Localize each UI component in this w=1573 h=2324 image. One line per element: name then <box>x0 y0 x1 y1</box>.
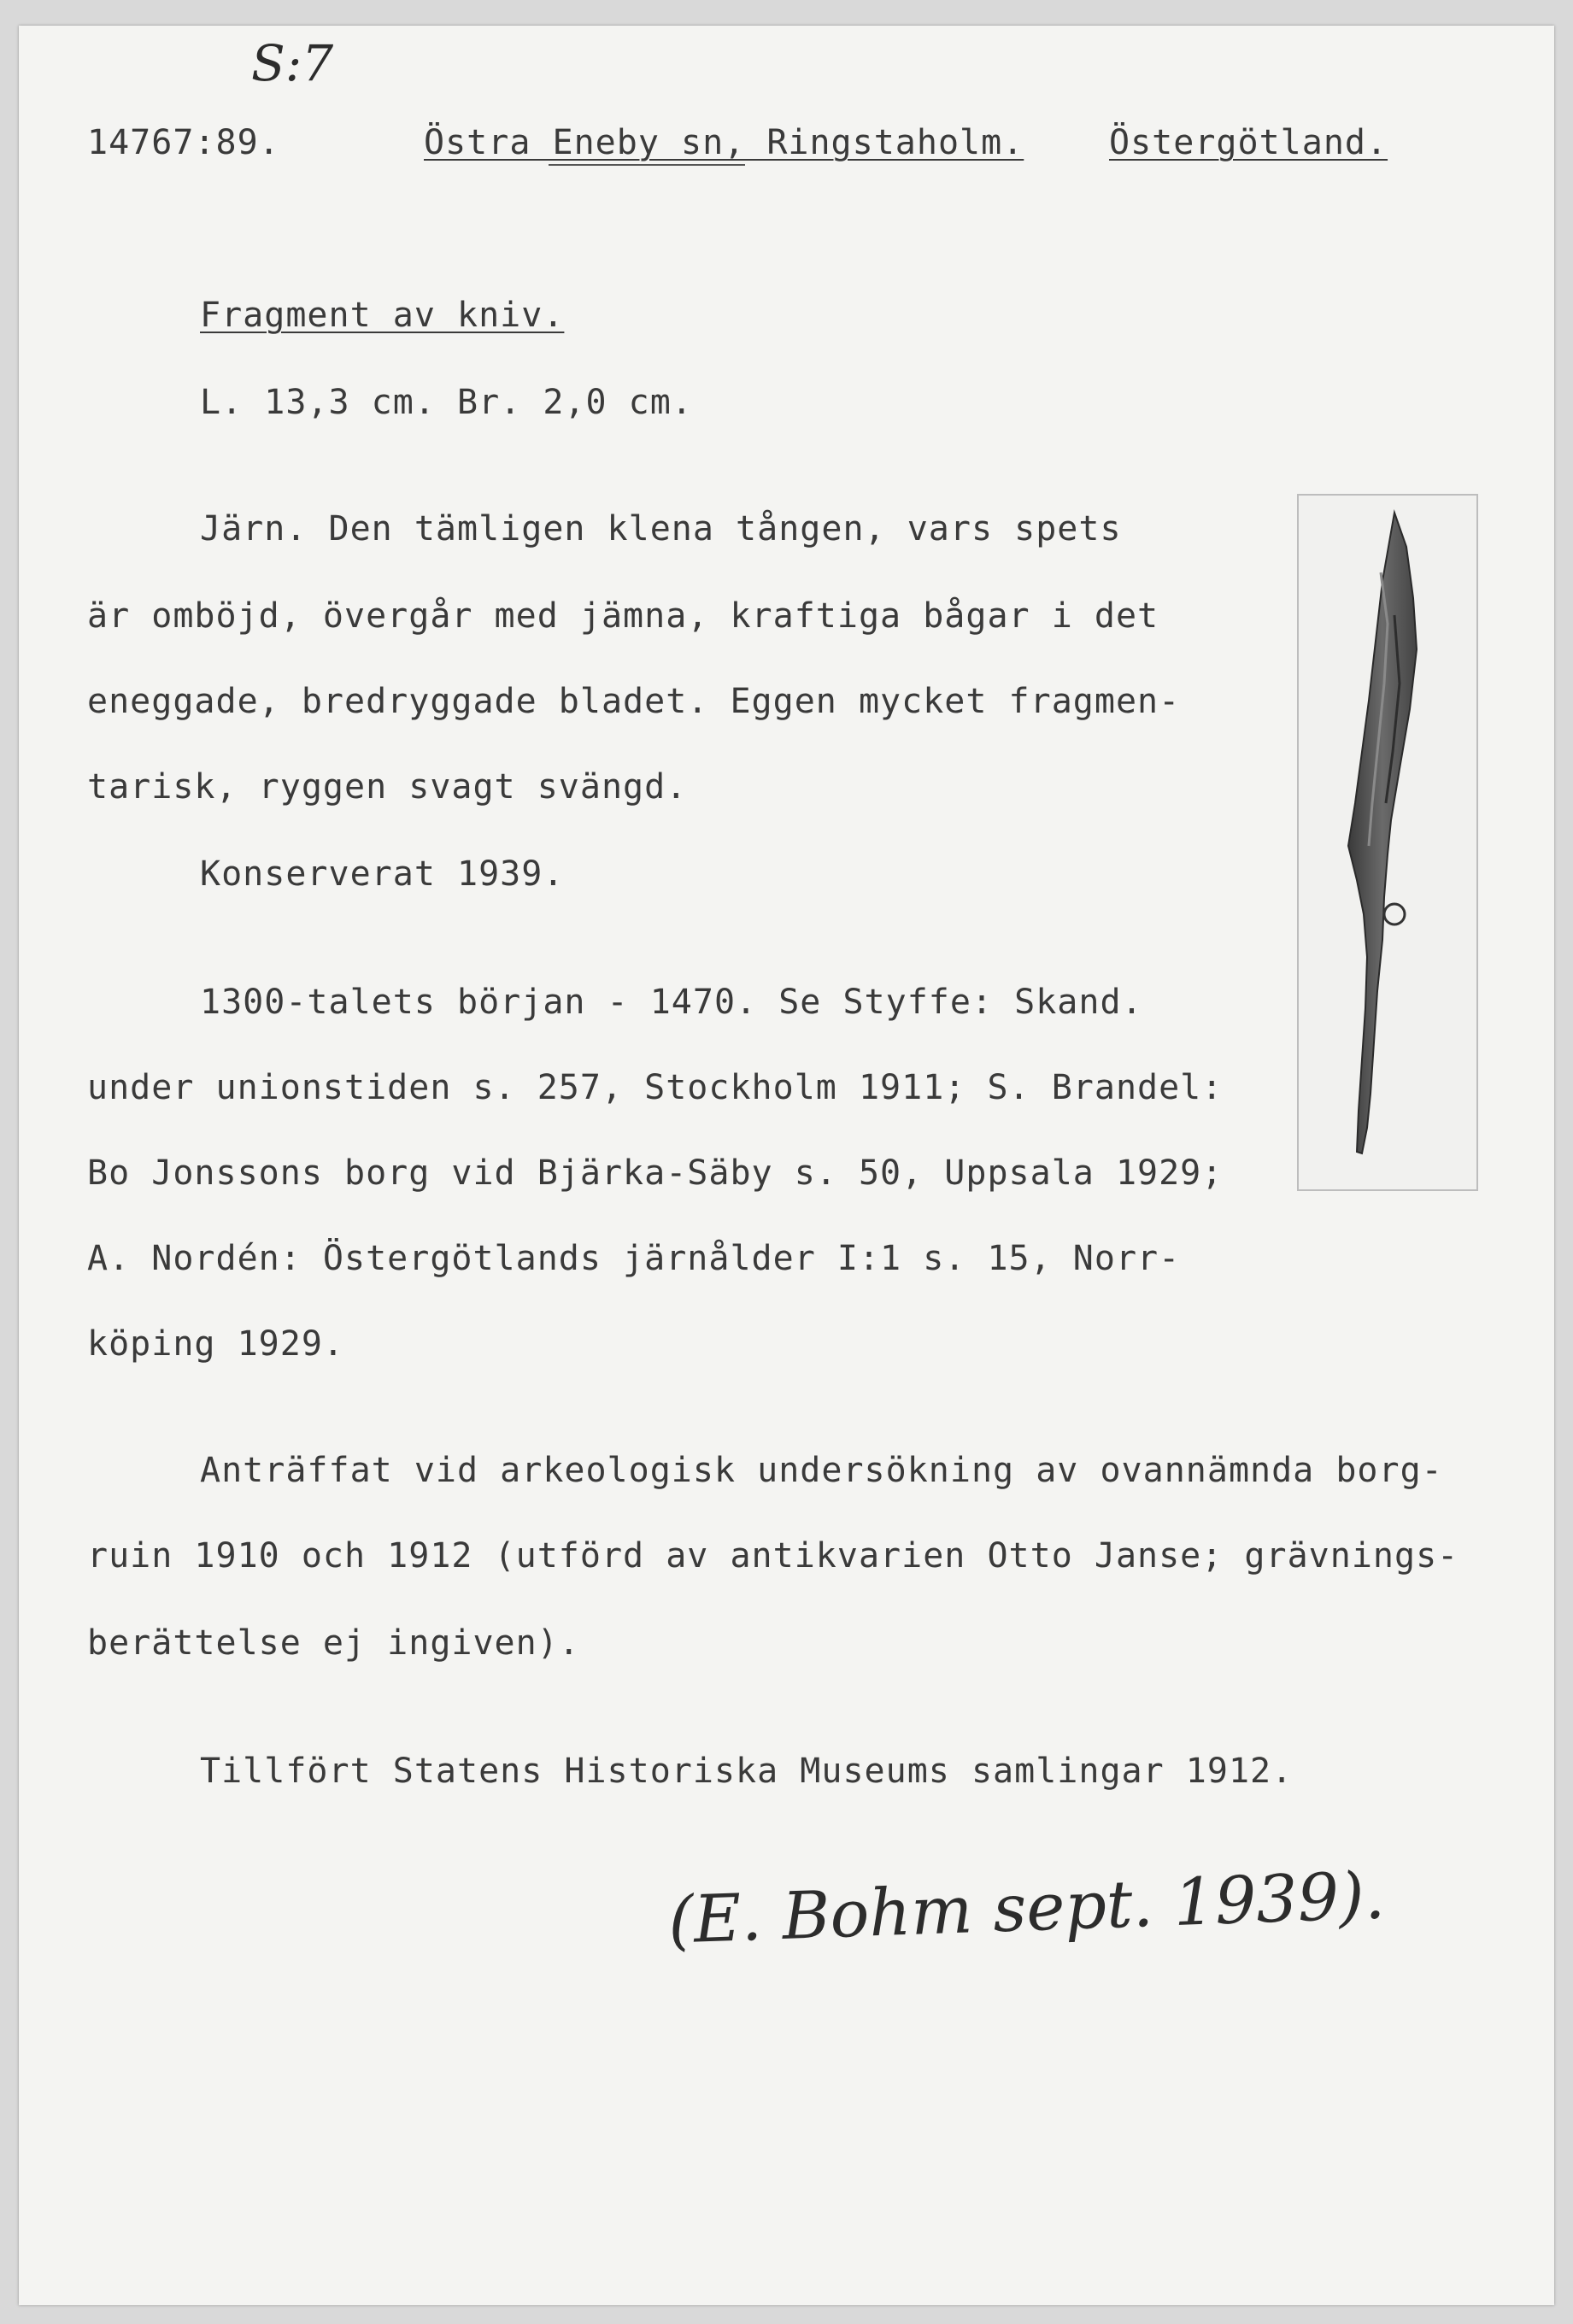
provenance-line: Tillfört Statens Historiska Museums samlingar 1912. <box>200 1752 1294 1791</box>
description-line: eneggade, bredryggade bladet. Eggen mycket fragmen- <box>87 682 1181 721</box>
signature: (E. Bohm sept. 1939). <box>666 1857 1387 1958</box>
object-dimensions: L. 13,3 cm. Br. 2,0 cm. <box>200 383 693 422</box>
catalog-card <box>19 26 1554 2305</box>
find-line: berättelse ej ingiven). <box>87 1623 580 1663</box>
find-location: Östra Eneby sn, Ringstaholm. <box>424 123 1024 162</box>
conservation-note: Konserverat 1939. <box>200 854 565 894</box>
catalog-number: 14767:89. <box>87 123 280 162</box>
province: Östergötland. <box>1109 123 1388 162</box>
object-title: Fragment av kniv. <box>200 296 565 335</box>
handwritten-note: S:7 <box>251 34 334 92</box>
dating-line: Bo Jonssons borg vid Bjärka-Säby s. 50, Uppsala 1929; <box>87 1153 1224 1193</box>
header-rule <box>549 164 745 166</box>
find-line: ruin 1910 och 1912 (utförd av antikvarien Otto Janse; grävnings- <box>87 1536 1459 1576</box>
knife-fragment-icon <box>1299 496 1476 1189</box>
description-line: Järn. Den tämligen klena tången, vars spets <box>200 509 1122 549</box>
dating-line: A. Nordén: Östergötlands järnålder I:1 s. 15, Norr- <box>87 1239 1181 1278</box>
artifact-photo <box>1297 494 1478 1191</box>
dating-line: köping 1929. <box>87 1324 344 1364</box>
find-line: Anträffat vid arkeologisk undersökning av ovannämnda borg- <box>200 1451 1443 1490</box>
dating-line: under unionstiden s. 257, Stockholm 1911; S. Brandel: <box>87 1068 1224 1107</box>
dating-line: 1300-talets början - 1470. Se Styffe: Skand. <box>200 983 1143 1022</box>
description-line: tarisk, ryggen svagt svängd. <box>87 767 688 807</box>
description-line: är omböjd, övergår med jämna, kraftiga bågar i det <box>87 596 1159 636</box>
